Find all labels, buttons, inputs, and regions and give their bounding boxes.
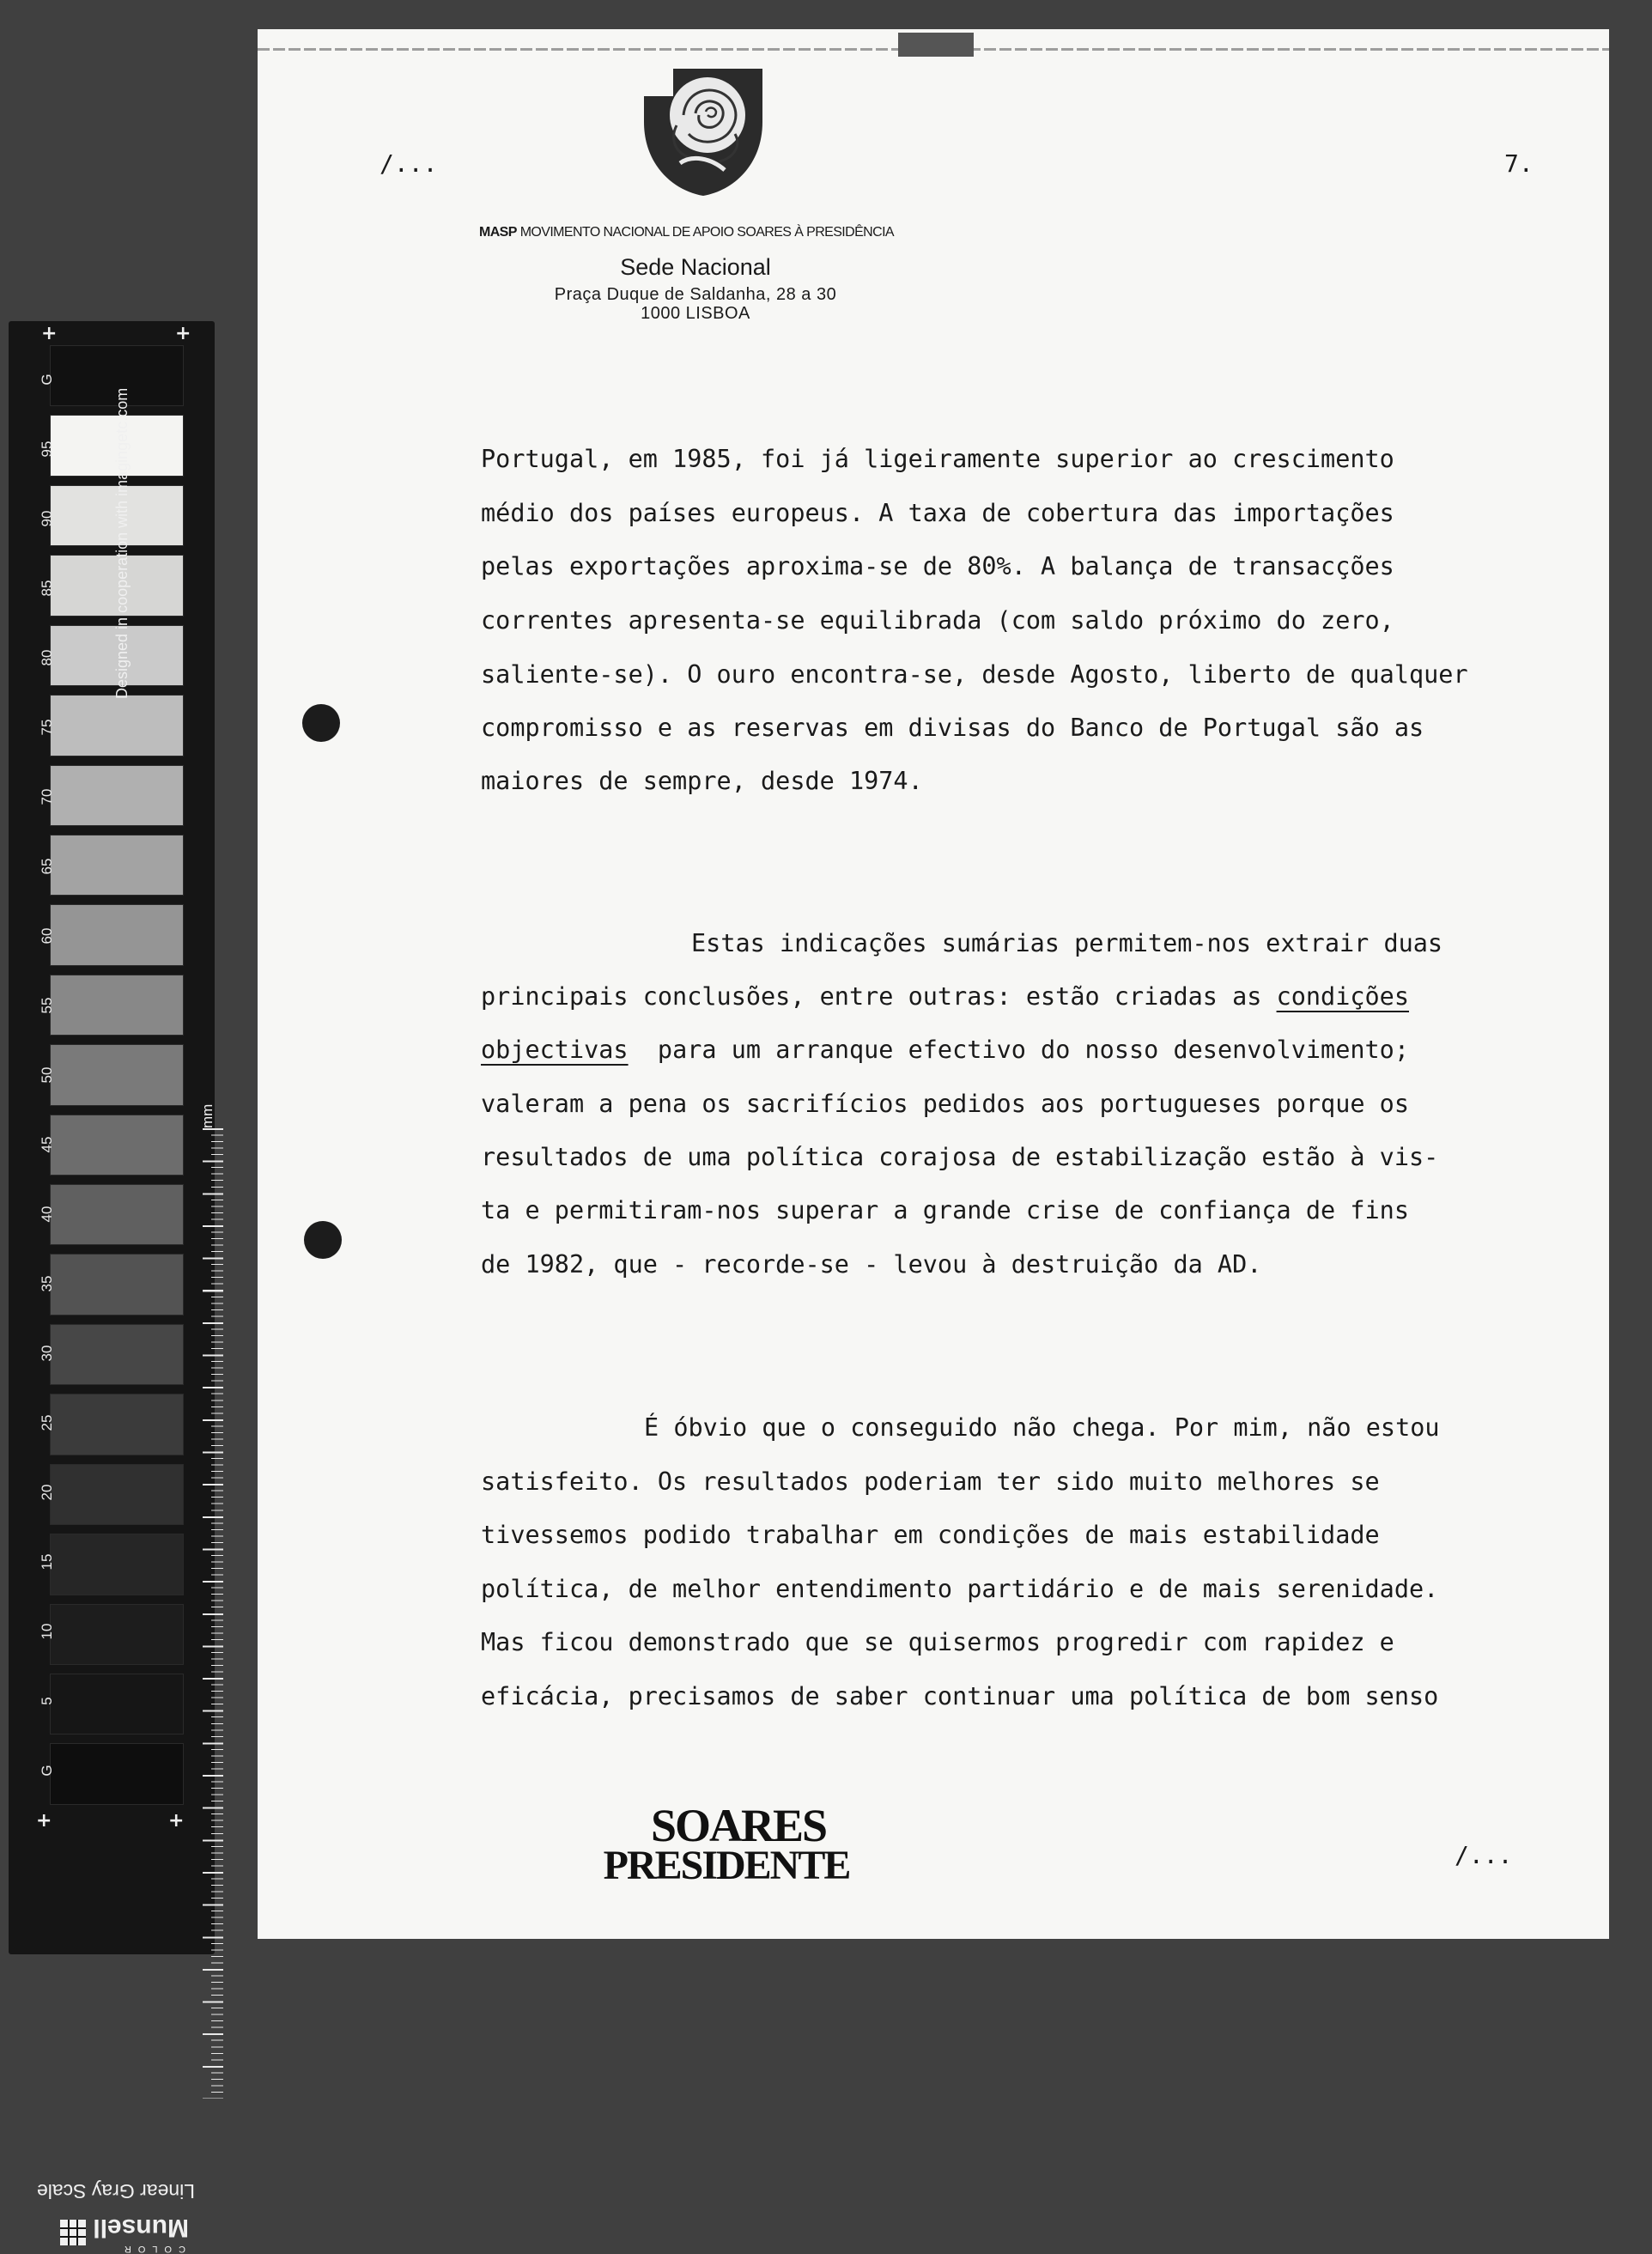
mm-ruler-major-ticks xyxy=(191,1128,223,2099)
text-span: para um arranque efectivo do nosso desenvolvimento; xyxy=(657,1036,1410,1064)
patch-label: 50 xyxy=(39,1066,55,1084)
underlined-text: objectivas xyxy=(481,1036,629,1064)
text-line: maiores de sempre, desde 1974. xyxy=(481,767,923,795)
scale-title: Linear Gray Scale xyxy=(36,2180,196,2202)
text-line: correntes apresenta-se equilibrada (com saldo próximo do zero, xyxy=(481,606,1394,635)
patch-label: 35 xyxy=(39,1275,55,1292)
patch-label: 45 xyxy=(39,1136,55,1153)
punch-hole xyxy=(304,1221,342,1259)
gray-patch xyxy=(50,1674,184,1735)
text-line xyxy=(481,982,1409,1011)
text-line: valeram a pena os sacrifícios pedidos aos portugueses porque os xyxy=(481,1090,1409,1118)
slogan-line-1: SOARES xyxy=(650,1800,827,1851)
brand-sub: COLOR xyxy=(117,2244,185,2254)
gray-patch xyxy=(50,1324,184,1385)
text-line: eficácia, precisamos de saber continuar uma política de bom senso xyxy=(481,1682,1439,1710)
gray-patch xyxy=(50,1254,184,1315)
gray-patch xyxy=(50,835,184,896)
plus-mark: + xyxy=(41,323,58,344)
patch-label: 70 xyxy=(39,788,55,805)
scale-brand xyxy=(52,2215,189,2254)
gray-patch xyxy=(50,1534,184,1595)
text-line: saliente-se). O ouro encontra-se, desde Agosto, liberto de qualquer xyxy=(481,660,1468,689)
gray-patch xyxy=(50,1394,184,1455)
scale-credit: Designed in cooperation with imagingetc.com xyxy=(113,387,131,699)
patch-label: 60 xyxy=(39,927,55,945)
underlined-text: condições xyxy=(1276,982,1409,1011)
munsell-logo-icon xyxy=(60,2220,86,2245)
patch-label: 15 xyxy=(39,1553,55,1571)
gray-patch xyxy=(50,1464,184,1525)
text-line xyxy=(481,1036,1409,1064)
plus-mark: + xyxy=(168,1810,185,1832)
patch-label: 10 xyxy=(39,1623,55,1640)
gray-patch xyxy=(50,695,184,756)
document-page xyxy=(258,29,1609,1939)
patch-label: 80 xyxy=(39,649,55,666)
gray-patch xyxy=(50,1604,184,1665)
gray-patch xyxy=(50,975,184,1036)
gray-patch xyxy=(50,1115,184,1176)
patch-label: G xyxy=(39,374,55,386)
slogan-line-2: PRESIDENTE xyxy=(603,1843,850,1888)
punch-hole xyxy=(302,704,340,742)
org-abbreviation: MASP xyxy=(479,225,517,240)
text-line: É óbvio que o conseguido não chega. Por mim, não estou xyxy=(644,1413,1440,1442)
plus-mark: + xyxy=(175,323,191,344)
patch-label: 55 xyxy=(39,997,55,1014)
text-line: Estas indicações sumárias permitem-nos extrair duas xyxy=(691,929,1443,957)
plus-mark: + xyxy=(36,1810,52,1832)
text-line: Portugal, em 1985, foi já ligeiramente superior ao crescimento xyxy=(481,445,1394,473)
patch-label: 85 xyxy=(39,580,55,597)
continued-to-marker: /... xyxy=(1455,1841,1513,1869)
text-line: médio dos países europeus. A taxa de cobertura das importações xyxy=(481,499,1394,527)
text-line: compromisso e as reservas em divisas do Banco de Portugal são as xyxy=(481,714,1424,742)
text-line: política, de melhor entendimento partidário e de mais serenidade. xyxy=(481,1575,1439,1603)
continued-from-marker: /... xyxy=(380,149,438,178)
gray-patch xyxy=(50,904,184,965)
text-line: satisfeito. Os resultados poderiam ter sido muito melhores se xyxy=(481,1467,1380,1496)
gray-patch xyxy=(50,1743,184,1804)
text-line: pelas exportações aproxima-se de 80%. A balança de transacções xyxy=(481,552,1394,580)
organization-name xyxy=(479,225,1011,240)
gray-patch xyxy=(50,765,184,826)
patch-label: 75 xyxy=(39,719,55,736)
text-line: de 1982, que - recorde-se - levou à destruição da AD. xyxy=(481,1250,1262,1279)
gray-patch xyxy=(50,1184,184,1245)
patch-label: 20 xyxy=(39,1484,55,1501)
gray-patch xyxy=(50,1044,184,1105)
hq-title: Sede Nacional xyxy=(620,254,771,280)
patch-label: G xyxy=(39,1764,55,1777)
text-line: resultados de uma política corajosa de estabilização estão à vis- xyxy=(481,1143,1439,1171)
patch-label: 5 xyxy=(39,1696,55,1705)
text-line: Mas ficou demonstrado que se quisermos progredir com rapidez e xyxy=(481,1628,1394,1656)
rose-logo-icon xyxy=(639,62,768,199)
org-full-name: MOVIMENTO NACIONAL DE APOIO SOARES À PRESIDÊNCIA xyxy=(519,225,894,240)
hq-city: 1000 LISBOA xyxy=(641,304,750,323)
hq-street: Praça Duque de Saldanha, 28 a 30 xyxy=(554,285,837,304)
patch-label: 65 xyxy=(39,858,55,875)
text-span: principais conclusões, entre outras: estão criadas as xyxy=(481,982,1277,1011)
text-line: ta e permitiram-nos superar a grande crise de confiança de fins xyxy=(481,1196,1409,1224)
patch-label: 90 xyxy=(39,510,55,527)
brand-name: Munsell xyxy=(93,2214,189,2242)
patch-label: 95 xyxy=(39,440,55,458)
patch-label: 30 xyxy=(39,1345,55,1362)
patch-label: 40 xyxy=(39,1206,55,1223)
scale-unit: mm xyxy=(199,1103,216,1128)
gray-scale-card xyxy=(9,321,216,2254)
patch-label: 25 xyxy=(39,1414,55,1431)
clip-mark xyxy=(898,33,974,57)
text-line: tivessemos podido trabalhar em condições de mais estabilidade xyxy=(481,1521,1380,1549)
page-number: 7. xyxy=(1504,149,1534,178)
